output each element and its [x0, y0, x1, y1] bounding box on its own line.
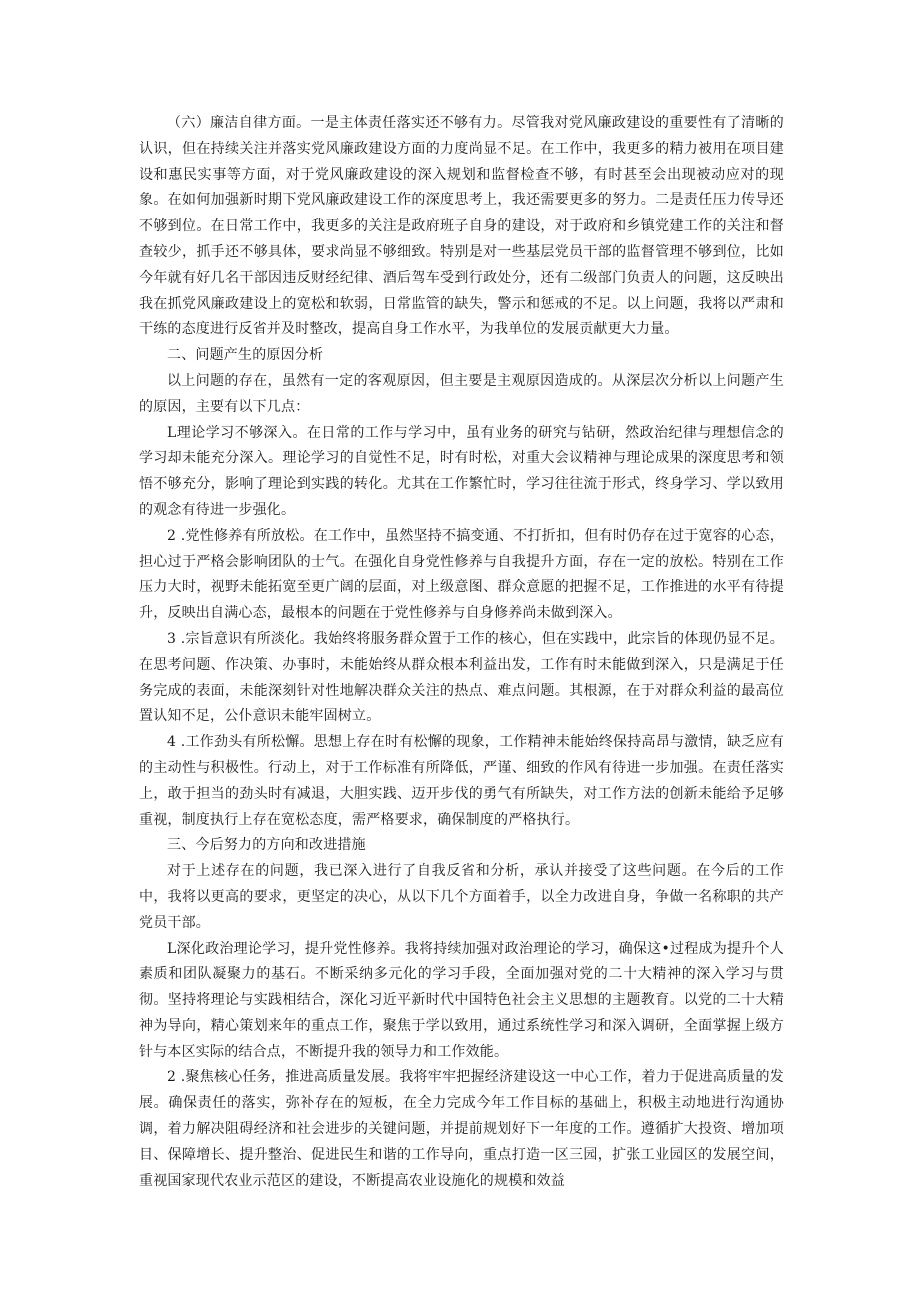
paragraph-causes-intro: 以上问题的存在，虽然有一定的客观原因，但主要是主观原因造成的。从深层次分析以上问题产生的原因，主要有以下几点： [139, 372, 784, 415]
paragraph-integrity: （六）廉洁自律方面。一是主体责任落实还不够有力。尽管我对党风廉政建设的重要性有了清晰的认识，但在持续关注并落实党风廉政建设方面的力度尚显不足。在工作中，我更多的精力被用在项目建设和惠民实事等方面，对于党风廉政建设的深入规划和监督检查不够，有时甚至会出现被动应对的现象。在如何加强新时期下党风廉政建设工作的深度思考上，我还需要更多的努力。二是责任压力传导还不够到位。在日常工作中，我更多的关注是政府班子自身的建设，对于政府和乡镇党建工作的关注和督查较少，抓手还不够具体，要求尚显不够细致。特别是对一些基层党员干部的监督管理不够到位，比如今年就有好几名干部因违反财经纪律、酒后驾车受到行政处分，还有二级部门负责人的问题，这反映出我在抓党风廉政建设上的宽松和软弱，日常监管的缺失，警示和惩戒的不足。以上问题，我将以严肃和干练的态度进行反省并及时整改，提高自身工作水平，为我单位的发展贡献更大力量。 [139, 115, 784, 338]
paragraph-improvement-2: 2 .聚焦核心任务，推进高质量发展。我将牢牢把握经济建设这一中心工作，着力于促进高质量的发展。确保责任的落实，弥补存在的短板，在全力完成今年工作目标的基础上，积极主动地进行沟通协调，着力解决阻碍经济和社会进步的关键问题，并提前规划好下一年度的工作。遵循扩大投资、增加项目、保障增长、提升整治、促进民生和谐的工作导向，重点打造一区三园，扩张工业园区的发展空间，重视国家现代农业示范区的建设，不断提高农业设施化的规模和效益 [139, 1069, 784, 1189]
section-heading-causes: 二、问题产生的原因分析 [167, 347, 324, 364]
paragraph-cause-4: 4 .工作劲头有所松懈。思想上存在时有松懈的现象，工作精神未能始终保持高昂与激情，缺乏应有的主动性与积极性。行动上，对于工作标准有所降低，严谨、细致的作风有待进一步加强。在责任落实上，敢于担当的劲头时有减退，大胆实践、迈开步伐的勇气有所缺失，对工作方法的创新未能给予足够重视，制度执行上存在宽松态度，需严格要求，确保制度的严格执行。 [139, 734, 784, 828]
paragraph-improvement-1: L深化政治理论学习，提升党性修养。我将持续加强对政治理论的学习，确保这•过程成为提升个人素质和团队凝聚力的基石。不断采纳多元化的学习手段，全面加强对党的二十大精神的深入学习与贯彻。坚持将理论与实践相结合，深化习近平新时代中国特色社会主义思想的主题教育。以党的二十大精神为导向，精心策划来年的重点工作，聚焦于学以致用，通过系统性学习和深入调研，全面掌握上级方针与本区实际的结合点，不断提升我的领导力和工作效能。 [139, 940, 784, 1060]
paragraph-cause-1: L理论学习不够深入。在日常的工作与学习中，虽有业务的研究与钻研，然政治纪律与理想信念的学习却未能充分深入。理论学习的自觉性不足，时有时松，对重大会议精神与理论成果的深度思考和领悟不够充分，影响了理论到实践的转化。尤其在工作繁忙时，学习往往流于形式，终身学习、学以致用的观念有待进一步强化。 [139, 424, 784, 518]
section-heading-improvements: 三、今后努力的方向和改进措施 [167, 837, 366, 854]
document-page [139, 111, 784, 1194]
paragraph-cause-3: 3 .宗旨意识有所淡化。我始终将服务群众置于工作的核心，但在实践中，此宗旨的体现仍显不足。在思考问题、作决策、办事时，未能始终从群众根本利益出发，工作有时未能做到深入，只是满足于任务完成的表面，未能深刻针对性地解决群众关注的热点、难点问题。其根源，在于对群众利益的最高位置认知不足，公仆意识未能牢固树立。 [139, 630, 784, 725]
paragraph-improvements-intro: 对于上述存在的问题，我已深入进行了自我反省和分析，承认并接受了这些问题。在今后的工作中，我将以更高的要求，更坚定的决心，从以下几个方面着手，以全力改进自身，争做一名称职的共产党员干部。 [139, 863, 784, 931]
paragraph-cause-2: 2 .党性修养有所放松。在工作中，虽然坚持不搞变通、不打折扣，但有时仍存在过于宽容的心态，担心过于严格会影响团队的士气。在强化自身党性修养与自我提升方面，存在一定的放松。特别在工作压力大时，视野未能拓宽至更广阔的层面，对上级意图、群众意愿的把握不足，工作推进的水平有待提升，反映出自满心态，最根本的问题在于党性修养与自身修养尚未做到深入。 [139, 527, 784, 622]
